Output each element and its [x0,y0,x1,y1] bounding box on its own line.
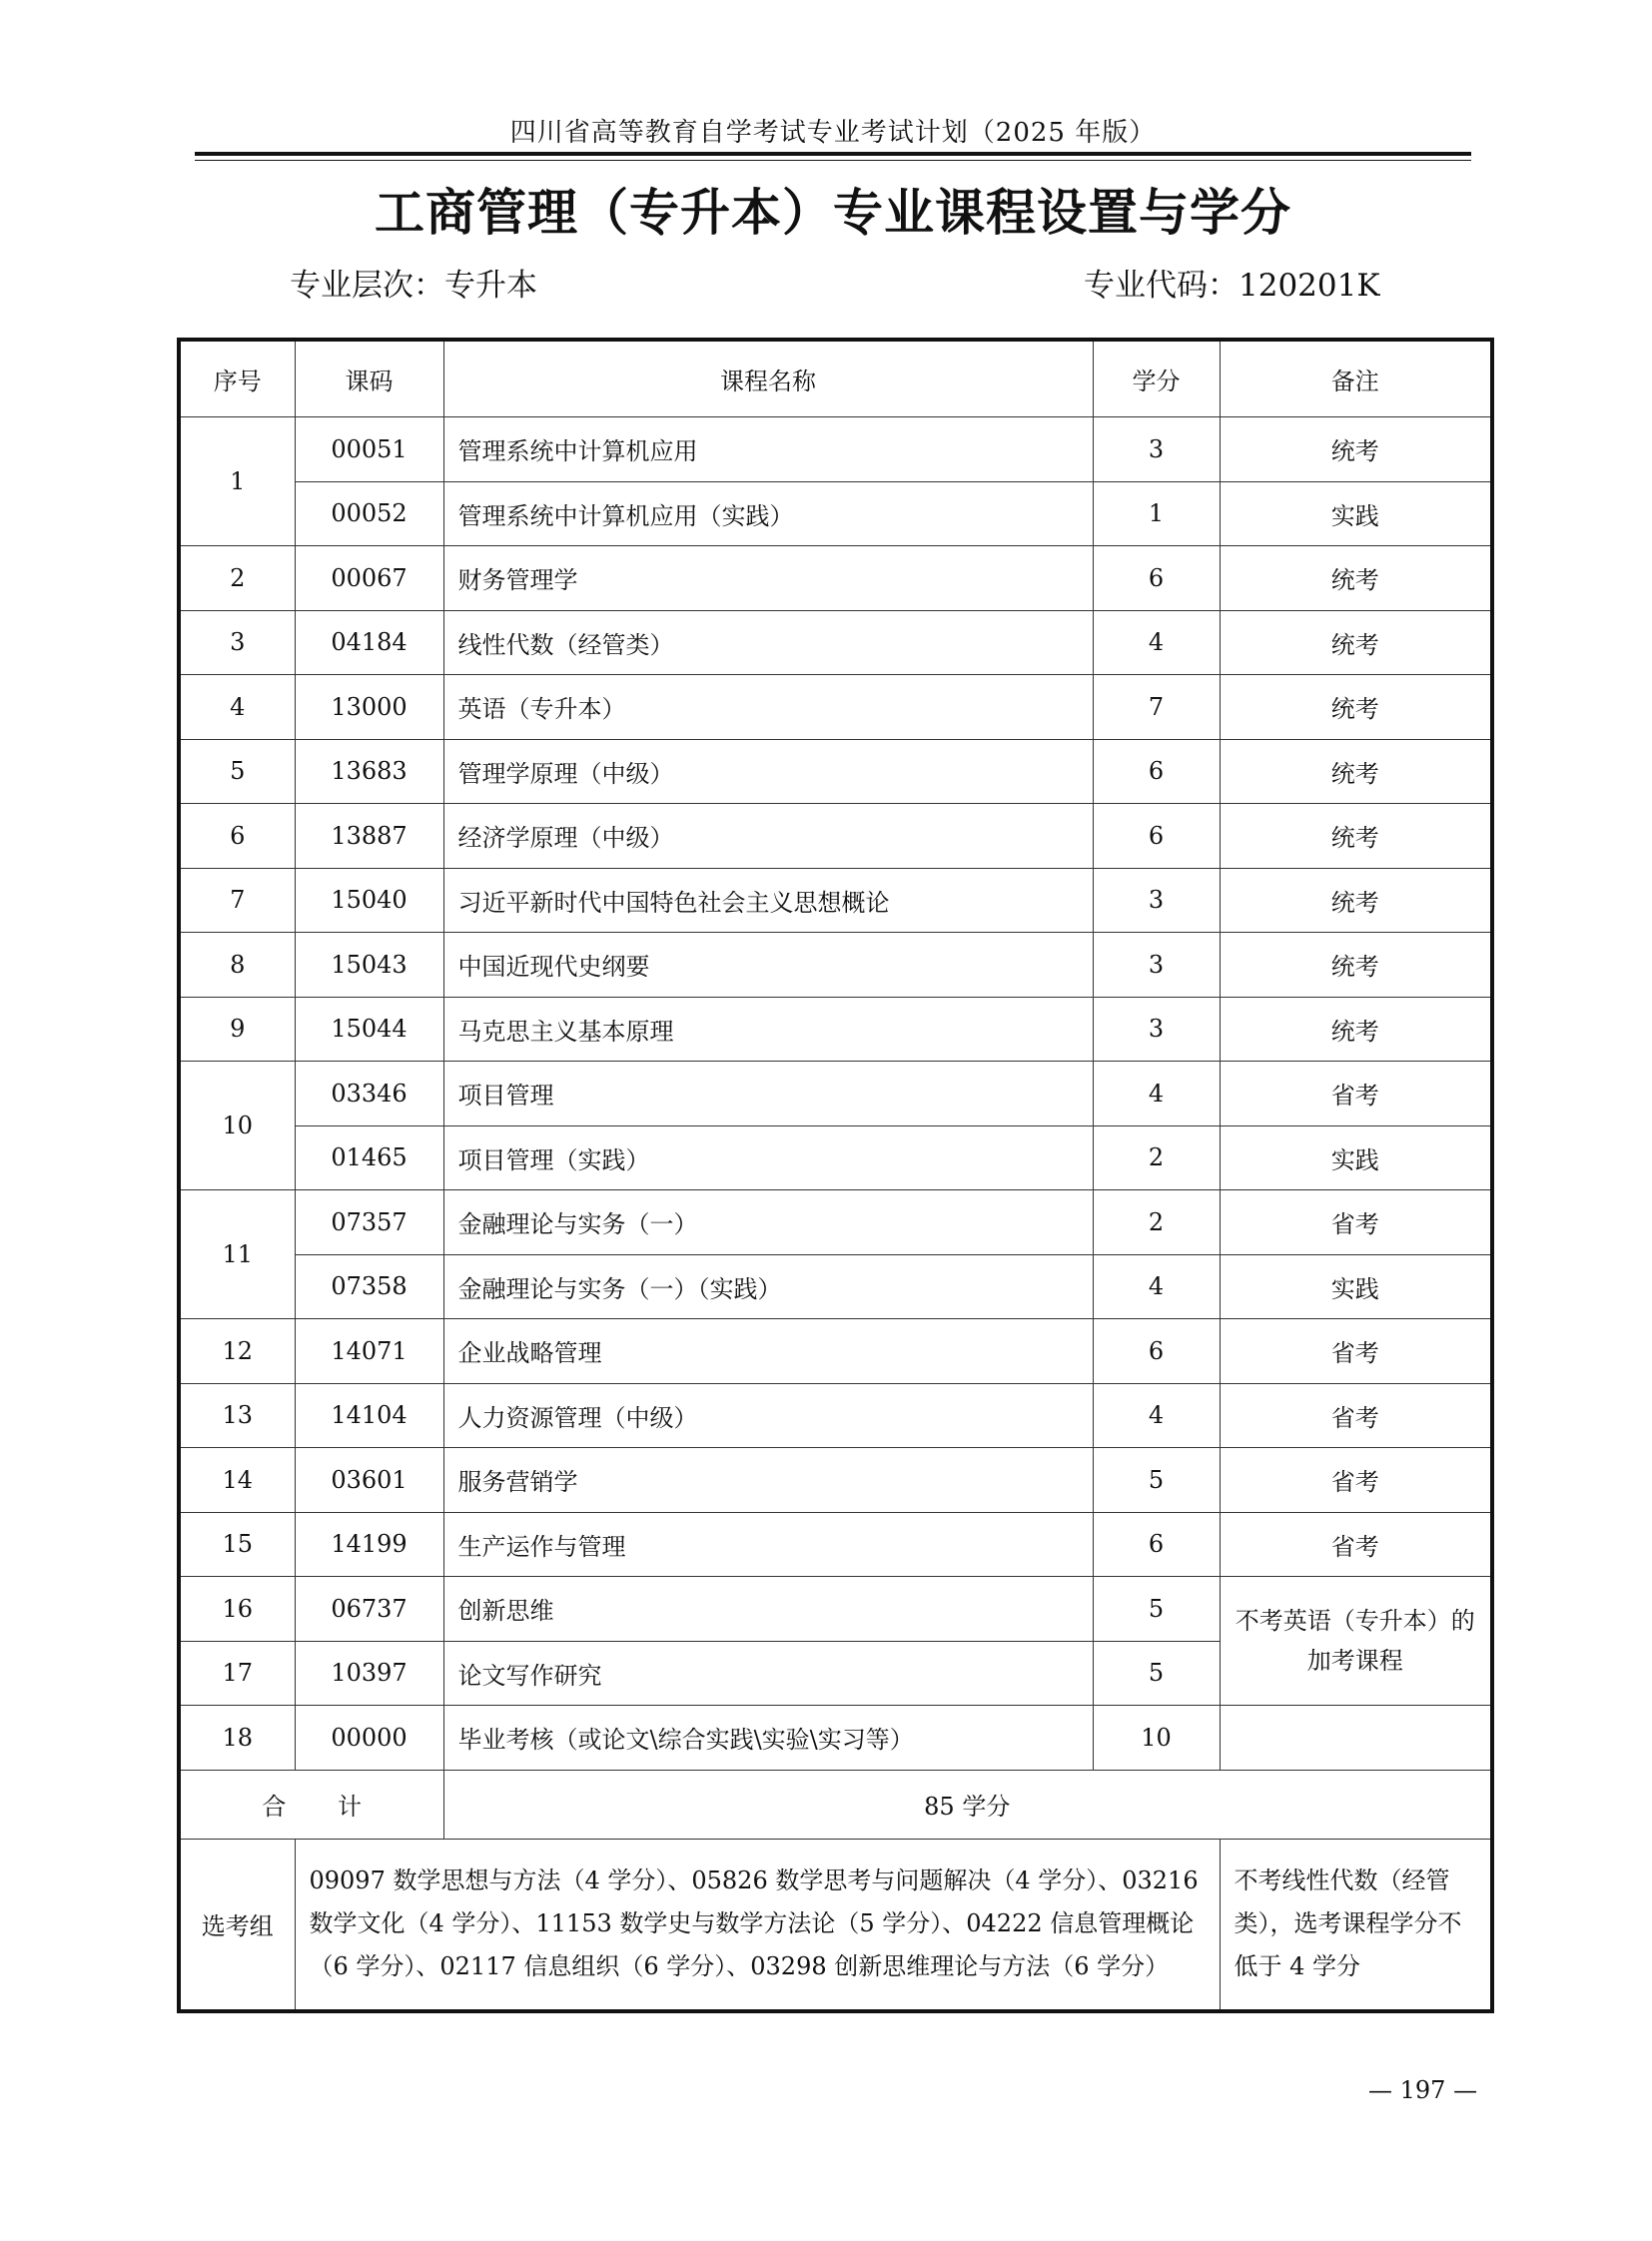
row-note: 统考 [1220,997,1492,1062]
row-seq: 1 [179,417,295,546]
row-code: 00000 [295,1706,443,1771]
row-credit: 5 [1093,1448,1220,1513]
row-credit: 1 [1093,481,1220,546]
row-note: 统考 [1220,610,1492,675]
major-code-label: 专业代码： [1084,268,1239,304]
row-code: 06737 [295,1577,443,1642]
row-name: 线性代数（经管类） [443,610,1093,675]
header-rule-thin [195,160,1471,161]
row-seq: 7 [179,868,295,933]
total-label: 合 计 [179,1770,443,1839]
row-credit: 2 [1093,1125,1220,1190]
row-code: 04184 [295,610,443,675]
major-code-value: 120201K [1239,268,1380,304]
row-name: 金融理论与实务（一）（实践） [443,1254,1093,1319]
running-header: 四川省高等教育自学考试专业考试计划（2025 年版） [509,118,1157,148]
row-name: 生产运作与管理 [443,1512,1093,1577]
row-name: 人力资源管理（中级） [443,1383,1093,1448]
row-note: 省考 [1220,1383,1492,1448]
course-table [177,338,1494,2013]
row-note: 实践 [1220,1254,1492,1319]
row-name: 金融理论与实务（一） [443,1190,1093,1255]
row-code: 10397 [295,1641,443,1706]
elective-courses [295,1839,1220,2011]
merged-note-line1: 不考英语（专升本）的 [1235,1607,1475,1635]
row-code: 00051 [295,417,443,482]
row-credit: 6 [1093,1512,1220,1577]
merged-note-cell [1220,1577,1492,1706]
row-seq: 15 [179,1512,295,1577]
row-credit: 3 [1093,417,1220,482]
row-name: 论文写作研究 [443,1641,1093,1706]
row-code: 14071 [295,1319,443,1384]
row-name: 马克思主义基本原理 [443,997,1093,1062]
row-note: 统考 [1220,739,1492,804]
row-credit: 4 [1093,1383,1220,1448]
row-credit: 6 [1093,739,1220,804]
row-credit: 4 [1093,1062,1220,1126]
elective-note [1220,1839,1492,2011]
row-seq: 11 [179,1190,295,1319]
row-seq: 17 [179,1641,295,1706]
header-note: 备注 [1220,340,1492,417]
row-name: 项目管理（实践） [443,1125,1093,1190]
table-row [179,804,1492,869]
row-seq: 9 [179,997,295,1062]
row-code: 07357 [295,1190,443,1255]
major-code [1084,264,1380,308]
row-name: 毕业考核（或论文\综合实践\实验\实习等） [443,1706,1093,1771]
table-row [179,417,1492,482]
total-row [179,1770,1492,1839]
elective-label: 选考组 [179,1839,295,2011]
table-row [179,1062,1492,1126]
table-row [179,868,1492,933]
row-code: 14104 [295,1383,443,1448]
major-level-value: 专升本 [444,268,537,304]
row-note: 统考 [1220,675,1492,740]
table-row [179,610,1492,675]
table-row [179,933,1492,998]
row-seq: 5 [179,739,295,804]
elective-note-line3: 低于 4 学分 [1234,1952,1361,1980]
row-code: 00067 [295,546,443,611]
page-number: — 197 — [1368,2076,1478,2104]
table-row [179,1706,1492,1771]
row-seq: 18 [179,1706,295,1771]
row-credit: 6 [1093,804,1220,869]
table-row [179,1125,1492,1190]
row-seq: 12 [179,1319,295,1384]
row-code: 15043 [295,933,443,998]
row-note: 实践 [1220,481,1492,546]
row-credit: 5 [1093,1641,1220,1706]
total-value: 85 学分 [443,1770,1492,1839]
row-name: 项目管理 [443,1062,1093,1126]
table-row [179,675,1492,740]
table-row [179,739,1492,804]
row-note: 统考 [1220,546,1492,611]
row-seq: 13 [179,1383,295,1448]
row-credit: 4 [1093,610,1220,675]
row-note: 省考 [1220,1512,1492,1577]
row-code: 14199 [295,1512,443,1577]
row-name: 英语（专升本） [443,675,1093,740]
row-credit: 4 [1093,1254,1220,1319]
table-row [179,1448,1492,1513]
row-name: 中国近现代史纲要 [443,933,1093,998]
row-note: 省考 [1220,1319,1492,1384]
merged-note-line2: 加考课程 [1306,1647,1403,1675]
row-code: 15040 [295,868,443,933]
row-credit: 10 [1093,1706,1220,1771]
elective-note-line1: 不考线性代数（经管 [1234,1867,1450,1894]
row-name: 习近平新时代中国特色社会主义思想概论 [443,868,1093,933]
major-level-label: 专业层次： [290,268,444,304]
table-row [179,481,1492,546]
row-code: 03346 [295,1062,443,1126]
table-header-row [179,340,1492,417]
row-code: 07358 [295,1254,443,1319]
row-code: 15044 [295,997,443,1062]
row-note: 统考 [1220,417,1492,482]
table-row [179,1383,1492,1448]
row-name: 财务管理学 [443,546,1093,611]
row-credit: 3 [1093,868,1220,933]
row-seq: 2 [179,546,295,611]
row-credit: 6 [1093,546,1220,611]
row-note: 省考 [1220,1190,1492,1255]
elective-courses-line1: 09097 数学思想与方法（4 学分）、05826 数学思考与问题解决（4 学分）、03216 [309,1867,1199,1894]
row-seq: 8 [179,933,295,998]
row-code: 00052 [295,481,443,546]
row-seq: 4 [179,675,295,740]
row-seq: 14 [179,1448,295,1513]
header-code: 课码 [295,340,443,417]
row-credit: 2 [1093,1190,1220,1255]
row-code: 13000 [295,675,443,740]
table-row [179,1254,1492,1319]
row-credit: 7 [1093,675,1220,740]
row-code: 01465 [295,1125,443,1190]
table-row [179,1319,1492,1384]
row-name: 企业战略管理 [443,1319,1093,1384]
elective-courses-line2: 数学文化（4 学分）、11153 数学史与数学方法论（5 学分）、04222 信息管理概论 [309,1909,1195,1937]
row-note: 省考 [1220,1062,1492,1126]
row-note: 统考 [1220,804,1492,869]
row-code: 13887 [295,804,443,869]
row-name: 管理系统中计算机应用 [443,417,1093,482]
row-seq: 6 [179,804,295,869]
row-credit: 3 [1093,933,1220,998]
row-seq: 3 [179,610,295,675]
row-credit: 3 [1093,997,1220,1062]
page-title: 工商管理（专升本）专业课程设置与学分 [375,184,1291,242]
row-name: 服务营销学 [443,1448,1093,1513]
elective-courses-line3: （6 学分）、02117 信息组织（6 学分）、03298 创新思维理论与方法（6 学分） [309,1952,1170,1980]
major-level [290,264,537,308]
header-credit: 学分 [1093,340,1220,417]
row-note: 省考 [1220,1448,1492,1513]
table-row [179,997,1492,1062]
row-note: 统考 [1220,868,1492,933]
row-code: 03601 [295,1448,443,1513]
row-seq: 10 [179,1062,295,1190]
table-row [179,1577,1492,1642]
elective-note-line2: 类），选考课程学分不 [1234,1909,1462,1937]
table-row [179,1190,1492,1255]
header-name: 课程名称 [443,340,1093,417]
row-name: 管理学原理（中级） [443,739,1093,804]
row-name: 管理系统中计算机应用（实践） [443,481,1093,546]
header-seq: 序号 [179,340,295,417]
table-row [179,1512,1492,1577]
row-note [1220,1706,1492,1771]
row-name: 经济学原理（中级） [443,804,1093,869]
elective-row [179,1839,1492,2011]
row-credit: 5 [1093,1577,1220,1642]
row-credit: 6 [1093,1319,1220,1384]
row-name: 创新思维 [443,1577,1093,1642]
row-note: 统考 [1220,933,1492,998]
header-rule-thick [195,152,1471,156]
table-row [179,546,1492,611]
row-seq: 16 [179,1577,295,1642]
row-code: 13683 [295,739,443,804]
row-note: 实践 [1220,1125,1492,1190]
